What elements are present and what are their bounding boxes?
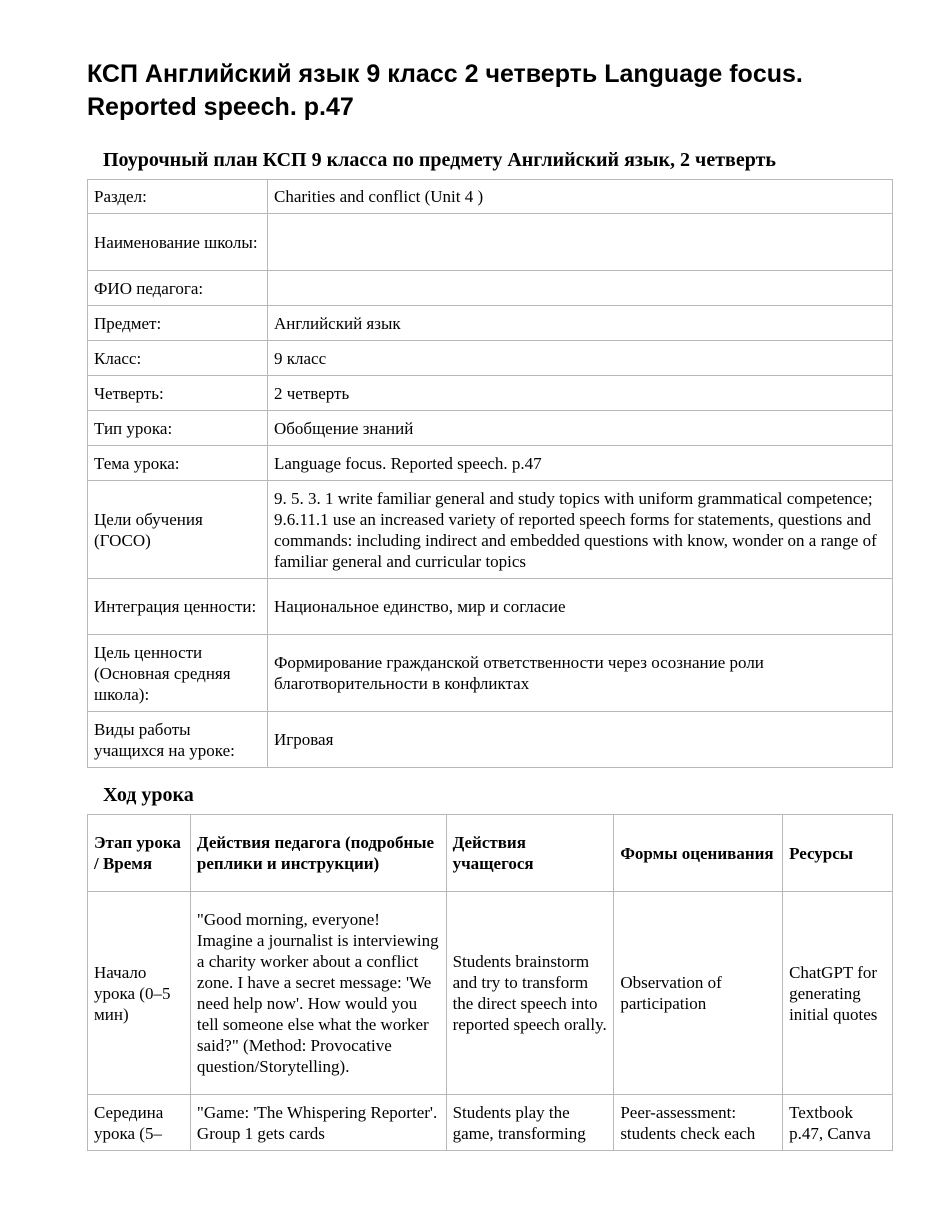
info-key: Четверть: [88, 376, 268, 411]
plan-subtitle: Поурочный план КСП 9 класса по предмету Английский язык, 2 четверть [103, 149, 776, 171]
info-key: Тема урока: [88, 446, 268, 481]
table-row [88, 1095, 893, 1151]
info-value [268, 271, 893, 306]
info-key: Виды работы учащихся на уроке: [88, 712, 268, 768]
column-header-student: Действия учащегося [446, 815, 614, 892]
teacher-cell: "Game: 'The Whispering Reporter'. Group 1 gets cards [190, 1095, 446, 1151]
page-title: КСП Английский язык 9 класс 2 четверть Language focus. Reported speech. p.47 [87, 60, 803, 121]
student-cell: Students brainstorm and try to transform the direct speech into reported speech orally. [446, 892, 614, 1095]
assessment-cell: Observation of participation [614, 892, 783, 1095]
column-header-teacher: Действия педагога (подробные реплики и инструкции) [190, 815, 446, 892]
table-row [88, 214, 893, 271]
info-key: Тип урока: [88, 411, 268, 446]
table-row [88, 635, 893, 712]
info-value: Language focus. Reported speech. p.47 [268, 446, 893, 481]
lesson-table [87, 814, 893, 1151]
info-key: ФИО педагога: [88, 271, 268, 306]
info-key: Наименование школы: [88, 214, 268, 271]
resources-cell: Textbook p.47, Canva [783, 1095, 893, 1151]
info-value: Национальное единство, мир и согласие [268, 579, 893, 635]
stage-cell: Начало урока (0–5 мин) [88, 892, 191, 1095]
table-row [88, 271, 893, 306]
table-row [88, 411, 893, 446]
table-row [88, 376, 893, 411]
info-key: Раздел: [88, 180, 268, 214]
table-row [88, 712, 893, 768]
student-cell: Students play the game, transforming [446, 1095, 614, 1151]
table-row [88, 481, 893, 579]
info-table [87, 179, 893, 768]
table-row [88, 579, 893, 635]
resources-cell: ChatGPT for generating initial quotes [783, 892, 893, 1095]
column-header-assessment: Формы оценивания [614, 815, 783, 892]
table-row [88, 306, 893, 341]
info-value: Обобщение знаний [268, 411, 893, 446]
lesson-heading: Ход урока [103, 784, 194, 806]
info-key: Цель ценности (Основная средняя школа): [88, 635, 268, 712]
stage-cell: Середина урока (5– [88, 1095, 191, 1151]
info-value: Английский язык [268, 306, 893, 341]
info-key: Интеграция ценности: [88, 579, 268, 635]
info-key: Класс: [88, 341, 268, 376]
assessment-cell: Peer-assessment: students check each [614, 1095, 783, 1151]
info-key: Цели обучения (ГОСО) [88, 481, 268, 579]
info-key: Предмет: [88, 306, 268, 341]
table-row [88, 180, 893, 214]
info-value: 9 класс [268, 341, 893, 376]
table-header-row [88, 815, 893, 892]
info-value: 2 четверть [268, 376, 893, 411]
column-header-resources: Ресурсы [783, 815, 893, 892]
teacher-cell: "Good morning, everyone! Imagine a journalist is interviewing a charity worker about a conflict zone. I have a secret message: 'We need help now'. How would you tell someone else what the worker said?" (Method: Provocative question/Storytelling). [190, 892, 446, 1095]
info-value: Формирование гражданской ответственности через осознание роли благотворительности в конфликтах [268, 635, 893, 712]
info-value: Игровая [268, 712, 893, 768]
info-value: 9. 5. 3. 1 write familiar general and study topics with uniform grammatical competence; 9.6.11.1 use an increased variety of reported speech forms for statements, questions and commands: including indirect and embedded questions with know, wonder on a range of familiar general and curricular topics [268, 481, 893, 579]
table-row [88, 341, 893, 376]
table-row [88, 446, 893, 481]
table-row [88, 892, 893, 1095]
info-value [268, 214, 893, 271]
column-header-stage: Этап урока / Время [88, 815, 191, 892]
info-value: Charities and conflict (Unit 4 ) [268, 180, 893, 214]
